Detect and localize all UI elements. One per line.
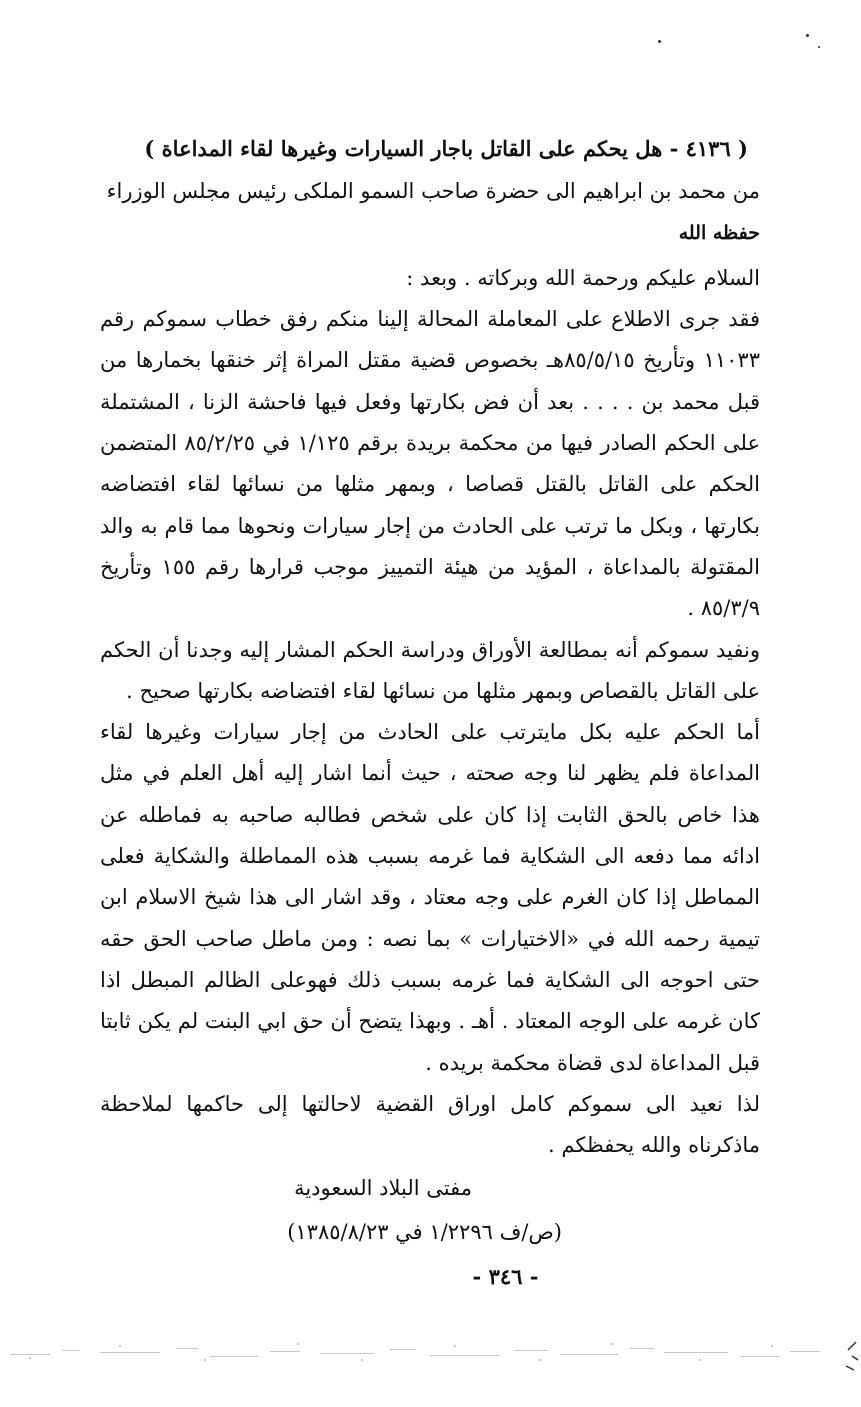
- scan-speck: [818, 46, 820, 48]
- page-number-wrapper: [0, 1264, 861, 1289]
- scan-speck: [658, 40, 661, 43]
- paragraph-costs-ruling: أما الحكم عليه بكل مايترتب على الحادث من إجار سيارات وغيرها لقاء المداعاة فلم يظهر لنا وجه صحته ، حيث أنما اشار إليه أهل العلم في مثل هذا خاص بالحق الثابت إذا كان على شخص فطالبه صاحبه به فماطله عن ادائه مما دفعه الى الشكاية فما غرمه بسبب هذه المماطلة والشكاية فعلى المماطل إذا كان الغرم على وجه معتاد ، وقد اشار الى هذا شيخ الاسلام ابن تيمية رحمه الله في «الاختيارات » بما نصه : ومن ماطل صاحب الحق حقه حتى احوجه الى الشكاية فما غرمه بسبب ذلك فهوعلى الظالم المبطل اذا كان غرمه على الوجه المعتاد . أهـ . وبهذا يتضح أن حق ابي البنت لم يكن ثابتا قبل المداعاة لدى قضاة محكمة بريده .: [100, 720, 760, 1075]
- signature-reference: (ص/ف ١/٢٢٩٦ في ١٣٨٥/٨/٢٣): [287, 1220, 562, 1244]
- letter-heading: ( ٤١٣٦ - هل يحكم على القاتل باجار السيارات وغيرها لقاء المداعاة ): [144, 136, 748, 161]
- paragraph-case-summary: فقد جرى الاطلاع على المعاملة المحالة إلينا منكم رفق خطاب سموكم رقم ١١٠٣٣ وتأريخ ٨٥/٥/١٥هـ بخصوص قضية مقتل المراة إثر خنقها بخمارها من قبل محمد بن . . . . بعد أن فض بكارتها وفعل فيها فاحشة الزنا ، المشتملة على الحكم الصادر فيها من محكمة بريدة برقم ١/١٢٥ في ٨٥/٢/٢٥ المتضمن الحكم على القاتل بالقتل قصاصا ، وبمهر مثلها من نسائها لقاء افتضاضه بكارتها ، وبكل ما ترتب على الحادث من إجار سيارات ونحوها مما قام به والد المقتولة بالمداعاة ، المؤيد من هيئة التمييز موجب قرارها رقم ١٥٥ وتأريخ ٨٥/٣/٩ .: [100, 307, 760, 621]
- scan-speck: [806, 34, 809, 37]
- scan-noise-strip: [0, 1330, 861, 1380]
- page-number: - ٣٤٦ -: [472, 1264, 539, 1289]
- paragraph-return-request: لذا نعيد الى سموكم كامل اوراق القضية لاحالتها إلى حاكمها لملاحظة ماذكرناه والله يحفظكم .: [100, 1091, 760, 1158]
- paragraph-ruling-confirmed: ونفيد سموكم أنه بمطالعة الأوراق ودراسة الحكم المشار إليه وجدنا أن الحكم على القاتل بالقصاص وبمهر مثلها من نسائها لقاء افتضاضه بكارتها صحيح .: [100, 637, 760, 703]
- signature-title: مفتى البلاد السعودية: [294, 1176, 472, 1200]
- sender-line: من محمد بن ابراهيم الى حضرة صاحب السمو الملكى رئيس مجلس الوزراء: [106, 179, 760, 204]
- sender-line-end: حفظه الله: [678, 221, 760, 244]
- greeting: السلام عليكم ورحمة الله وبركاته . وبعد :: [406, 265, 760, 290]
- signature-block: [100, 1166, 620, 1254]
- letter-body: [100, 128, 760, 1166]
